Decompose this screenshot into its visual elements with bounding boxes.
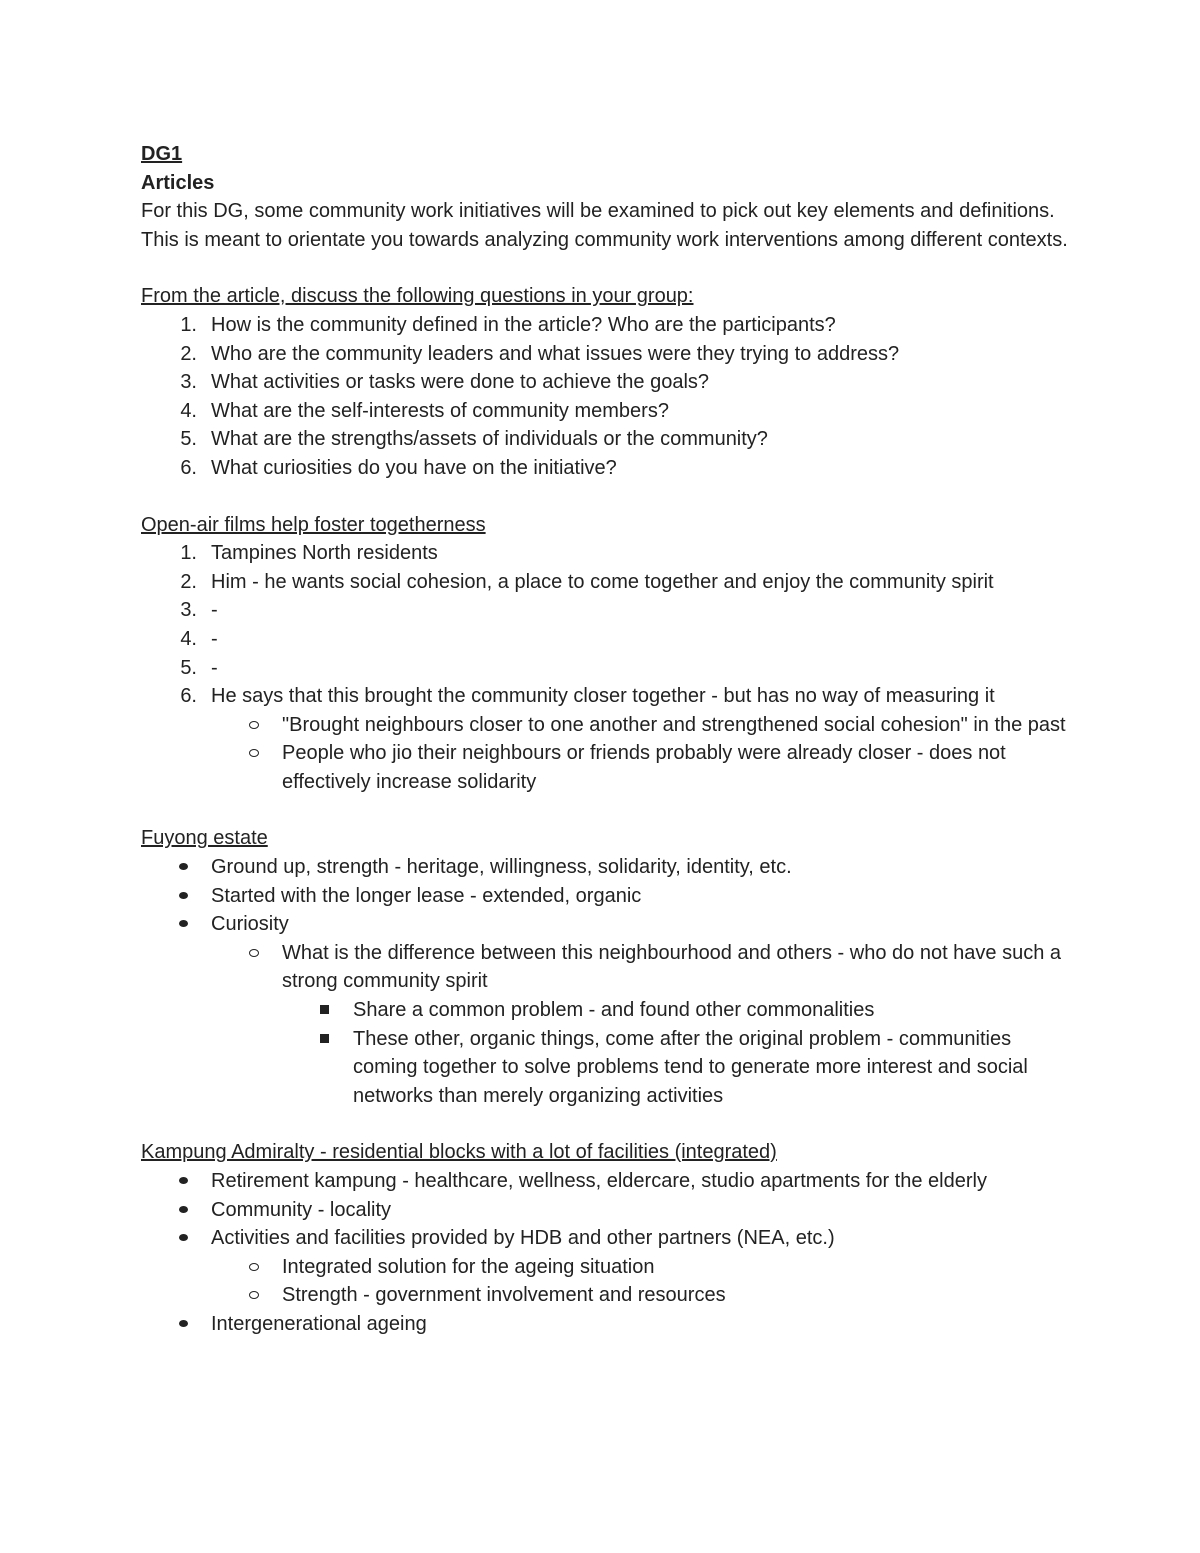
spacer bbox=[141, 483, 1071, 511]
hollow-circle-bullet-icon bbox=[249, 721, 259, 729]
sub-sub-list-item bbox=[141, 1025, 1071, 1111]
admiralty-heading: Kampung Admiralty - residential blocks with a lot of facilities (integrated) bbox=[141, 1141, 777, 1164]
square-bullet-icon bbox=[320, 1005, 329, 1014]
spacer bbox=[141, 796, 1071, 824]
list-item bbox=[141, 853, 1071, 882]
filled-bullet-icon bbox=[179, 892, 188, 899]
document-subtitle: Articles bbox=[141, 171, 215, 194]
list-number: 1. bbox=[180, 542, 197, 565]
list-item-text: He says that this brought the community closer together - but has no way of measuring it bbox=[211, 685, 995, 708]
list-item bbox=[141, 568, 1071, 597]
filled-bullet-icon bbox=[179, 1206, 188, 1213]
list-item bbox=[141, 397, 1071, 426]
list-item-text: - bbox=[211, 656, 218, 679]
fuyong-heading: Fuyong estate bbox=[141, 827, 268, 850]
list-item bbox=[141, 425, 1071, 454]
list-item-text: - bbox=[211, 627, 218, 650]
hollow-circle-bullet-icon bbox=[249, 1263, 259, 1271]
hollow-circle-bullet-icon bbox=[249, 749, 259, 757]
list-item bbox=[141, 654, 1071, 683]
list-number: 3. bbox=[180, 599, 197, 622]
list-number: 4. bbox=[180, 399, 197, 422]
admiralty-list bbox=[141, 1167, 1071, 1339]
hollow-circle-bullet-icon bbox=[249, 1291, 259, 1299]
list-item-text: Retirement kampung - healthcare, wellness, eldercare, studio apartments for the elderly bbox=[211, 1170, 987, 1192]
list-item-text: What are the self-interests of community members? bbox=[211, 399, 669, 422]
list-item bbox=[141, 1167, 1071, 1196]
list-number: 4. bbox=[180, 627, 197, 650]
list-number: 6. bbox=[180, 456, 197, 479]
films-heading: Open-air films help foster togetherness bbox=[141, 513, 486, 536]
list-item-text: Intergenerational ageing bbox=[211, 1312, 427, 1335]
questions-heading: From the article, discuss the following questions in your group: bbox=[141, 285, 694, 308]
list-number: 5. bbox=[180, 656, 197, 679]
list-item-text: Ground up, strength - heritage, willingness, solidarity, identity, etc. bbox=[211, 856, 792, 879]
list-item-text: What are the strengths/assets of individuals or the community? bbox=[211, 428, 768, 451]
questions-list bbox=[141, 311, 1071, 483]
list-item-text: Started with the longer lease - extended, organic bbox=[211, 884, 642, 907]
filled-bullet-icon bbox=[179, 1234, 188, 1241]
list-item bbox=[141, 1196, 1071, 1225]
intro-paragraph: For this DG, some community work initiatives will be examined to pick out key elements and definitions. This is meant to orientate you towards analyzing community work interventions among different contexts. bbox=[141, 200, 1068, 251]
list-item-text: Him - he wants social cohesion, a place to come together and enjoy the community spirit bbox=[211, 570, 994, 593]
filled-bullet-icon bbox=[179, 863, 188, 870]
list-item bbox=[141, 882, 1071, 911]
list-number: 1. bbox=[180, 313, 197, 336]
list-item-text: "Brought neighbours closer to one another and strengthened social cohesion" in the past bbox=[282, 713, 1066, 736]
list-item bbox=[141, 340, 1071, 369]
list-item-text: People who jio their neighbours or friends probably were already closer - does not effectively increase solidarity bbox=[282, 742, 1006, 793]
list-item-text: - bbox=[211, 599, 218, 622]
list-item bbox=[141, 1224, 1071, 1253]
square-bullet-icon bbox=[320, 1034, 329, 1043]
list-item-text: Share a common problem - and found other commonalities bbox=[353, 999, 875, 1022]
list-item bbox=[141, 596, 1071, 625]
list-item bbox=[141, 910, 1071, 939]
list-number: 2. bbox=[180, 342, 197, 365]
document-title: DG1 bbox=[141, 143, 183, 165]
list-item bbox=[141, 311, 1071, 340]
list-item-text: These other, organic things, come after the original problem - communities coming together to solve problems tend to generate more interest and social networks than merely organizing activities bbox=[353, 1027, 1028, 1107]
sub-sub-list-item bbox=[141, 996, 1071, 1025]
hollow-circle-bullet-icon bbox=[249, 949, 259, 957]
list-item-text: Who are the community leaders and what issues were they trying to address? bbox=[211, 342, 900, 365]
document-body bbox=[141, 140, 1071, 1339]
list-item-text: Integrated solution for the ageing situation bbox=[282, 1255, 655, 1278]
list-item-text: Community - locality bbox=[211, 1198, 392, 1221]
list-item-text: Strength - government involvement and resources bbox=[282, 1284, 726, 1307]
list-number: 3. bbox=[180, 371, 197, 394]
spacer bbox=[141, 254, 1071, 282]
films-list bbox=[141, 539, 1071, 796]
list-item-text: What activities or tasks were done to achieve the goals? bbox=[211, 371, 710, 394]
sub-list-item bbox=[141, 939, 1071, 996]
list-item bbox=[141, 539, 1071, 568]
list-item bbox=[141, 368, 1071, 397]
filled-bullet-icon bbox=[179, 1320, 188, 1327]
spacer bbox=[141, 1110, 1071, 1138]
list-item-text: Activities and facilities provided by HDB and other partners (NEA, etc.) bbox=[211, 1227, 835, 1250]
list-item-text: How is the community defined in the article? Who are the participants? bbox=[211, 313, 836, 336]
list-item bbox=[141, 625, 1071, 654]
list-item-text: Curiosity bbox=[211, 913, 289, 936]
list-item-text: Tampines North residents bbox=[211, 542, 438, 565]
list-item bbox=[141, 682, 1071, 711]
sub-list-item bbox=[141, 711, 1071, 740]
list-item bbox=[141, 1310, 1071, 1339]
list-number: 5. bbox=[180, 428, 197, 451]
list-number: 6. bbox=[180, 685, 197, 708]
fuyong-list bbox=[141, 853, 1071, 1110]
filled-bullet-icon bbox=[179, 1177, 188, 1184]
filled-bullet-icon bbox=[179, 920, 188, 927]
list-item-text: What curiosities do you have on the initiative? bbox=[211, 456, 617, 479]
list-number: 2. bbox=[180, 570, 197, 593]
list-item-text: What is the difference between this neighbourhood and others - who do not have such a strong community spirit bbox=[282, 941, 1062, 993]
sub-list-item bbox=[141, 1281, 1071, 1310]
list-item bbox=[141, 454, 1071, 483]
sub-list-item bbox=[141, 1253, 1071, 1282]
sub-list-item bbox=[141, 739, 1071, 796]
